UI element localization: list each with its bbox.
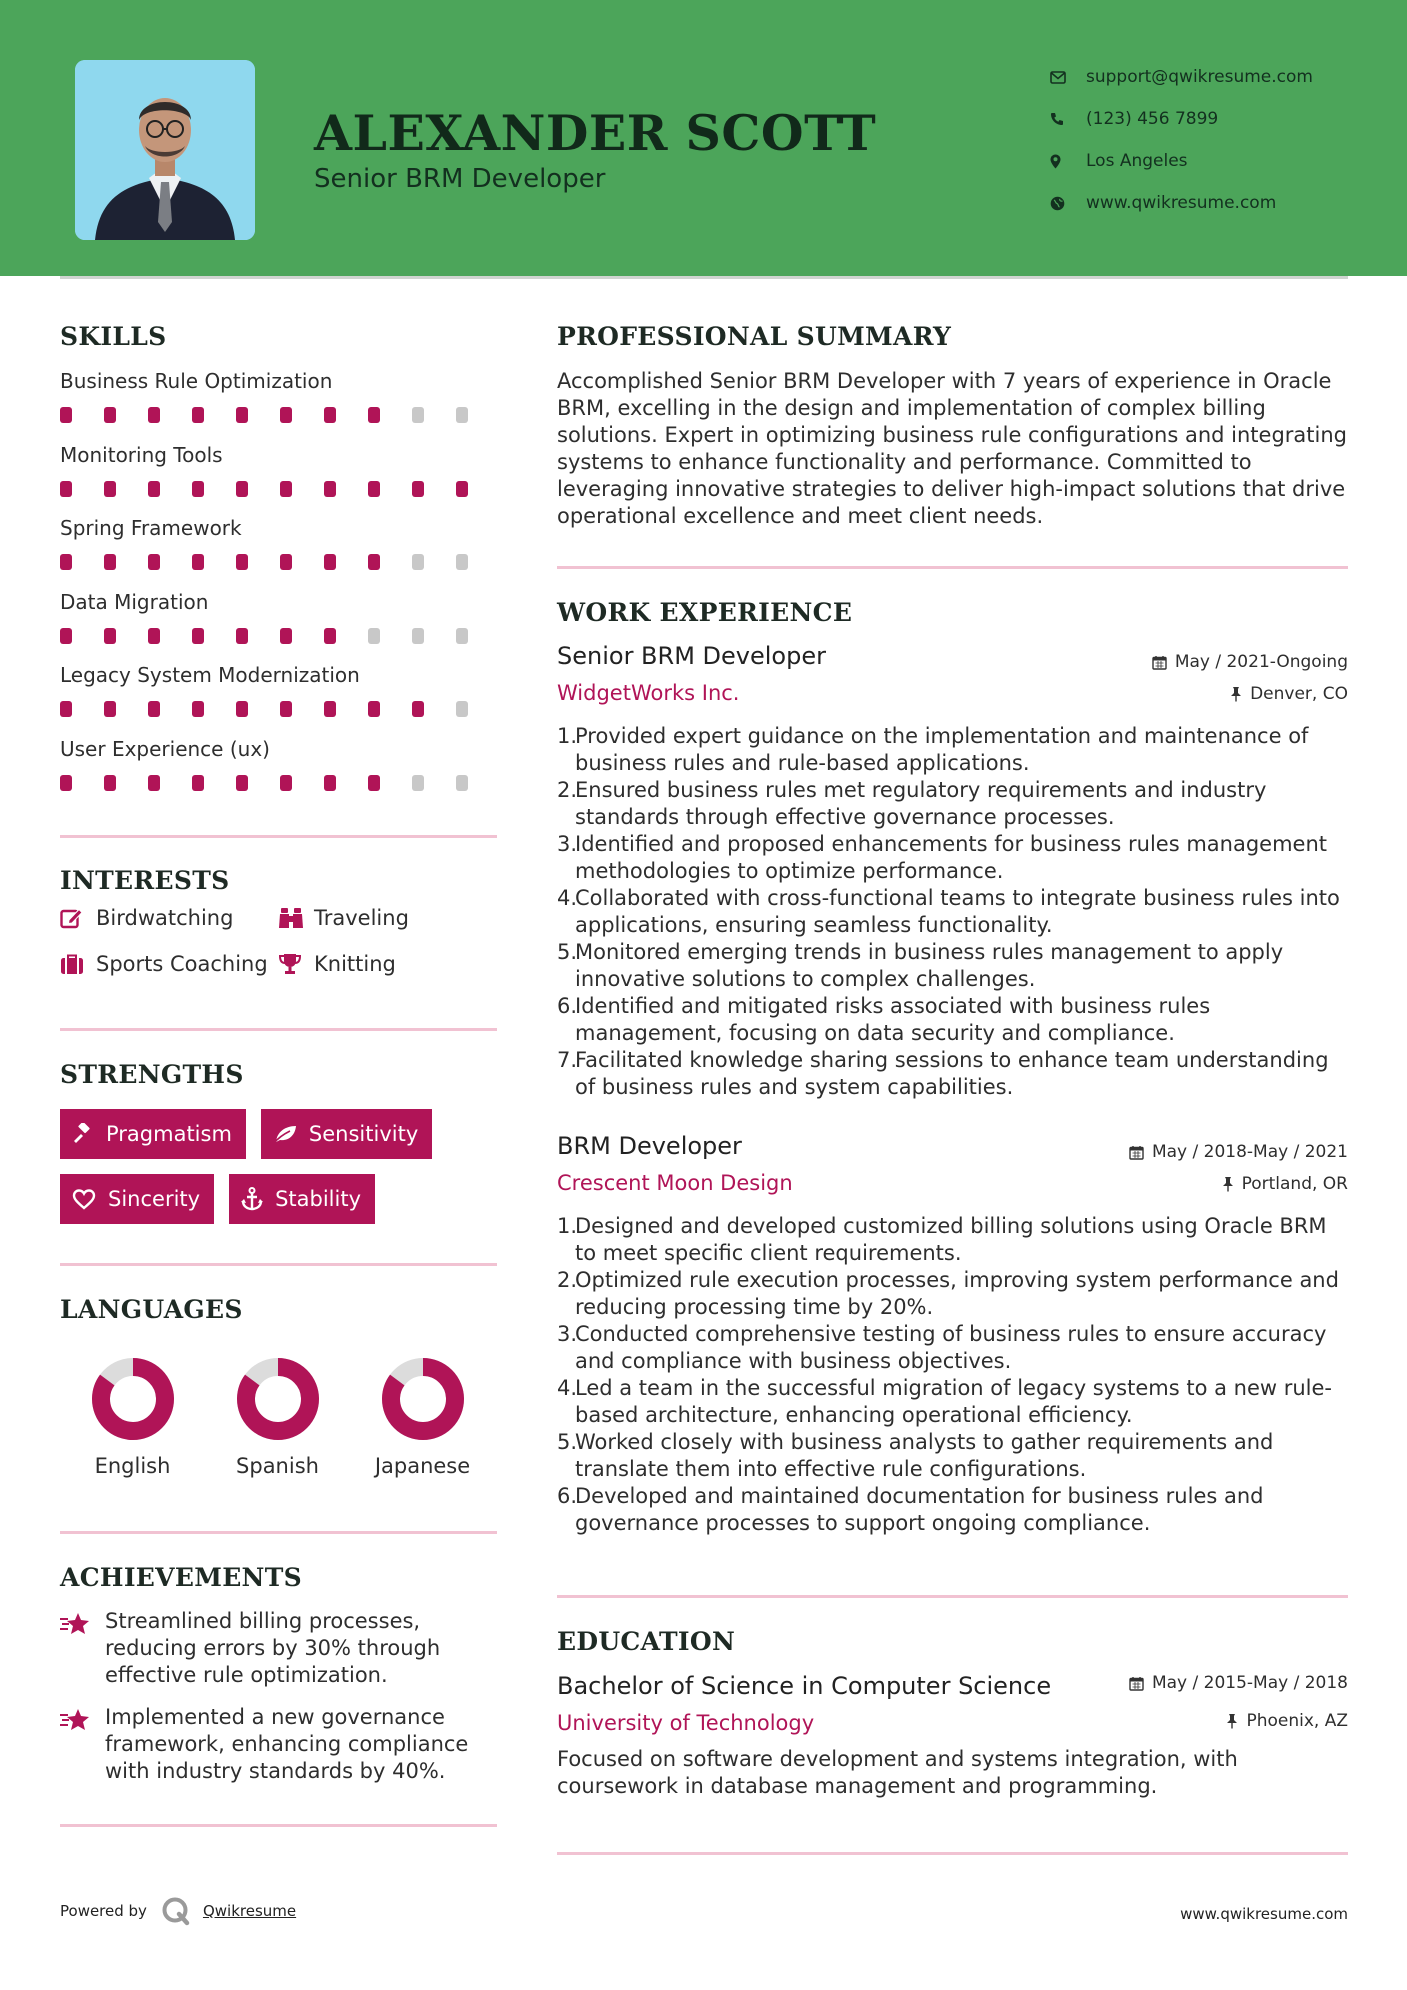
interest-label: Knitting: [314, 952, 396, 976]
skill-rating: [60, 407, 500, 423]
company-name: Crescent Moon Design: [557, 1171, 793, 1195]
candidate-title: Senior BRM Developer: [314, 164, 606, 194]
rating-dot-empty: [456, 775, 468, 791]
summary-text: Accomplished Senior BRM Developer with 7 years of experience in Oracle BRM, excelling in the design and implementation of complex billing solutions. Expert in optimizing business rule configurations and integrating systems to enhance functionality and performance. Committed to leveraging innovative strategies to deliver high-impact solutions that drive operational excellence and meet client needs.: [557, 369, 1347, 528]
interest-item: [60, 906, 278, 930]
strength-label: Pragmatism: [106, 1122, 232, 1146]
binoculars-icon: [278, 907, 314, 929]
rating-dot-filled: [368, 407, 380, 423]
achievements-heading: ACHIEVEMENTS: [60, 1563, 302, 1592]
rating-dot-filled: [280, 628, 292, 644]
candidate-name: ALEXANDER SCOTT: [314, 104, 877, 162]
rating-dot-filled: [280, 775, 292, 791]
rating-dot-filled: [192, 481, 204, 497]
phone-icon: [1050, 112, 1086, 126]
skill-rating: [60, 701, 500, 717]
skill-item: [60, 440, 500, 514]
languages-heading: LANGUAGES: [60, 1295, 243, 1324]
profile-photo: [75, 60, 255, 240]
section-divider: [60, 1531, 497, 1534]
rating-dot-filled: [456, 481, 468, 497]
bullet-text: Developed and maintained documentation for business rules and governance processes to support ongoing compliance.: [575, 1484, 1264, 1535]
rating-dot-empty: [456, 554, 468, 570]
rating-dot-filled: [368, 701, 380, 717]
rating-dot-filled: [192, 407, 204, 423]
languages-list: [60, 1356, 495, 1478]
skill-name: Business Rule Optimization: [60, 369, 333, 393]
rating-dot-filled: [192, 775, 204, 791]
achievement-item: [60, 1704, 500, 1785]
star-award-icon: [60, 1704, 105, 1785]
strength-label: Stability: [275, 1187, 362, 1211]
rating-dot-filled: [236, 481, 248, 497]
rating-dot-filled: [324, 701, 336, 717]
section-divider: [60, 835, 497, 838]
contact-location-text: Los Angeles: [1086, 151, 1188, 171]
list-item: 3. Identified and proposed enhancements for business rules management methodologies to optimize performance.: [557, 831, 1347, 885]
bullet-text: Optimized rule execution processes, improving system performance and reducing processing time by 20%.: [575, 1268, 1339, 1319]
rating-dot-filled: [192, 554, 204, 570]
rating-dot-empty: [456, 628, 468, 644]
resume-header: [0, 0, 1407, 276]
achievements-list: [60, 1608, 500, 1800]
rating-dot-filled: [324, 775, 336, 791]
rating-dot-filled: [104, 628, 116, 644]
rating-dot-filled: [236, 628, 248, 644]
language-item: [60, 1356, 205, 1478]
rating-dot-filled: [324, 628, 336, 644]
contact-list: [1050, 56, 1313, 224]
job-date-text: May / 2018-May / 2021: [1151, 1142, 1348, 1162]
bullet-text: Facilitated knowledge sharing sessions to enhance team understanding of business rules and system capabilities.: [575, 1048, 1329, 1099]
bullet-text: Identified and proposed enhancements for business rules management methodologies to optimize performance.: [575, 832, 1328, 883]
rating-dot-filled: [280, 481, 292, 497]
rating-dot-filled: [60, 554, 72, 570]
list-item: 4. Collaborated with cross-functional teams to integrate business rules into applications, ensuring seamless functionality.: [557, 885, 1347, 939]
envelope-icon: [1050, 71, 1086, 84]
experience-heading: WORK EXPERIENCE: [557, 598, 853, 627]
language-name: Spanish: [236, 1454, 319, 1478]
rating-dot-filled: [104, 554, 116, 570]
rating-dot-filled: [104, 481, 116, 497]
education-description: Focused on software development and systems integration, with coursework in database management and programming.: [557, 1747, 1238, 1798]
rating-dot-filled: [280, 554, 292, 570]
rating-dot-filled: [60, 701, 72, 717]
globe-icon: [1050, 196, 1086, 211]
section-divider: [557, 566, 1348, 569]
list-item: 4. Led a team in the successful migration of legacy systems to a new rule-based architecture, enhancing operational efficiency.: [557, 1375, 1347, 1429]
strengths-list: [60, 1109, 500, 1239]
list-item: 6. Developed and maintained documentation for business rules and governance processes to support ongoing compliance.: [557, 1483, 1347, 1537]
language-donut: [90, 1356, 176, 1442]
list-item: 1. Designed and developed customized billing solutions using Oracle BRM to meet specific client requirements.: [557, 1213, 1347, 1267]
language-donut: [380, 1356, 466, 1442]
contact-location: [1050, 140, 1313, 182]
skill-name: Data Migration: [60, 589, 209, 614]
contact-website[interactable]: [1050, 182, 1313, 224]
rating-dot-empty: [456, 701, 468, 717]
header-divider: [60, 276, 1348, 279]
rating-dot-filled: [368, 554, 380, 570]
achievement-text: Implemented a new governance framework, enhancing compliance with industry standards by 40%.: [105, 1705, 469, 1783]
bullet-text: Collaborated with cross-functional teams to integrate business rules into applications, ensuring seamless functionality.: [575, 886, 1340, 937]
company-name: WidgetWorks Inc.: [557, 681, 740, 705]
bullet-text: Designed and developed customized billing solutions using Oracle BRM to meet specific client requirements.: [575, 1214, 1327, 1265]
calendar-icon: [1152, 655, 1167, 670]
language-donut: [235, 1356, 321, 1442]
rating-dot-filled: [324, 481, 336, 497]
pencil-square-icon: [60, 907, 96, 929]
contact-phone-text: (123) 456 7899: [1086, 109, 1219, 129]
list-item: 3. Conducted comprehensive testing of business rules to ensure accuracy and compliance with business objectives.: [557, 1321, 1347, 1375]
rating-dot-filled: [368, 775, 380, 791]
star-award-icon: [60, 1608, 105, 1689]
achievement-text: Streamlined billing processes, reducing errors by 30% through effective rule optimization.: [105, 1609, 441, 1687]
interest-label: Traveling: [314, 906, 409, 930]
rating-dot-filled: [412, 701, 424, 717]
interest-label: Birdwatching: [96, 906, 234, 930]
job-date: [1152, 652, 1348, 672]
skill-item: [60, 366, 500, 440]
list-item: 2. Ensured business rules met regulatory requirements and industry standards through effective governance processes.: [557, 777, 1347, 831]
strength-tag: [60, 1109, 246, 1159]
bullet-text: Conducted comprehensive testing of business rules to ensure accuracy and compliance with business objectives.: [575, 1322, 1327, 1373]
skill-item: [60, 660, 500, 734]
rating-dot-filled: [148, 407, 160, 423]
strength-label: Sincerity: [108, 1187, 201, 1211]
strength-label: Sensitivity: [308, 1122, 419, 1146]
rating-dot-filled: [324, 407, 336, 423]
rating-dot-filled: [192, 628, 204, 644]
skill-item: [60, 513, 500, 587]
pushpin-icon: [1222, 1176, 1234, 1192]
school-name: University of Technology: [557, 1711, 815, 1735]
bullet-text: Worked closely with business analysts to gather requirements and translate them into effective rule configurations.: [575, 1430, 1274, 1481]
job-bullets: [557, 723, 1347, 1101]
qwikresume-link[interactable]: Qwikresume: [202, 1902, 297, 1920]
language-item: [350, 1356, 495, 1478]
job-date: [1129, 1142, 1348, 1162]
contact-email-text: support@qwikresume.com: [1086, 67, 1313, 87]
skills-heading: SKILLS: [60, 322, 167, 351]
briefcase-icon: [60, 954, 96, 975]
section-divider: [557, 1595, 1348, 1598]
contact-email[interactable]: [1050, 56, 1313, 98]
job-date-text: May / 2021-Ongoing: [1174, 652, 1348, 672]
heart-icon: [72, 1189, 96, 1210]
education-date-text: May / 2015-May / 2018: [1151, 1673, 1348, 1693]
education-date: [1129, 1673, 1348, 1693]
strength-tag: [261, 1109, 432, 1159]
strength-tag: [60, 1174, 214, 1224]
section-divider: [557, 1852, 1348, 1855]
footer-powered-by: [60, 1896, 296, 1926]
degree-title: Bachelor of Science in Computer Science: [557, 1672, 1052, 1700]
rating-dot-empty: [412, 554, 424, 570]
anchor-icon: [241, 1187, 263, 1211]
skill-item: [60, 587, 500, 661]
rating-dot-filled: [280, 407, 292, 423]
education-heading: EDUCATION: [557, 1627, 736, 1656]
rating-dot-empty: [412, 628, 424, 644]
list-item: 5. Monitored emerging trends in business rules management to apply innovative solutions to complex challenges.: [557, 939, 1347, 993]
rating-dot-filled: [60, 481, 72, 497]
skill-item: [60, 734, 500, 808]
job-bullets: [557, 1213, 1347, 1537]
education-location-text: Phoenix, AZ: [1246, 1711, 1348, 1731]
job-location-text: Portland, OR: [1241, 1174, 1348, 1194]
skill-rating: [60, 481, 500, 497]
achievement-item: [60, 1608, 500, 1689]
skill-name: Legacy System Modernization: [60, 663, 360, 687]
skill-name: Monitoring Tools: [60, 442, 223, 467]
contact-phone[interactable]: [1050, 98, 1313, 140]
list-item: 6. Identified and mitigated risks associated with business rules management, focusing on data security and compliance.: [557, 993, 1347, 1047]
rating-dot-filled: [148, 775, 160, 791]
job-title: Senior BRM Developer: [557, 642, 826, 670]
rating-dot-filled: [280, 701, 292, 717]
bullet-text: Identified and mitigated risks associated with business rules management, focusing on data security and compliance.: [575, 994, 1211, 1045]
leaf-icon: [273, 1124, 297, 1144]
rating-dot-filled: [148, 701, 160, 717]
section-divider: [60, 1263, 497, 1266]
rating-dot-empty: [368, 628, 380, 644]
skill-rating: [60, 775, 500, 791]
section-divider: [60, 1028, 497, 1031]
job-location-text: Denver, CO: [1250, 684, 1348, 704]
rating-dot-filled: [60, 628, 72, 644]
interest-label: Sports Coaching: [96, 952, 268, 976]
rating-dot-empty: [456, 407, 468, 423]
language-name: Japanese: [374, 1454, 471, 1478]
rating-dot-filled: [104, 701, 116, 717]
footer-website-link[interactable]: www.qwikresume.com: [1180, 1905, 1348, 1923]
rating-dot-filled: [60, 775, 72, 791]
list-item: 5. Worked closely with business analysts to gather requirements and translate them into effective rule configurations.: [557, 1429, 1347, 1483]
bullet-text: Ensured business rules met regulatory requirements and industry standards through effective governance processes.: [575, 778, 1267, 829]
list-item: 7. Facilitated knowledge sharing sessions to enhance team understanding of business rules and system capabilities.: [557, 1047, 1347, 1101]
skills-list: [60, 366, 500, 807]
rating-dot-filled: [324, 554, 336, 570]
strength-tag: [229, 1174, 375, 1224]
rating-dot-filled: [412, 481, 424, 497]
skill-name: Spring Framework: [60, 516, 242, 540]
language-name: English: [94, 1454, 171, 1478]
summary-heading: PROFESSIONAL SUMMARY: [557, 322, 952, 351]
strengths-heading: STRENGTHS: [60, 1060, 244, 1089]
rating-dot-filled: [104, 407, 116, 423]
rating-dot-filled: [236, 775, 248, 791]
rating-dot-filled: [236, 554, 248, 570]
rating-dot-filled: [236, 701, 248, 717]
rating-dot-filled: [104, 775, 116, 791]
education-location: [1226, 1711, 1348, 1731]
rating-dot-empty: [412, 775, 424, 791]
bullet-text: Led a team in the successful migration of legacy systems to a new rule-based architecture, enhancing operational efficiency.: [575, 1376, 1333, 1427]
job-title: BRM Developer: [557, 1132, 742, 1160]
powered-by-text: Powered by: [60, 1902, 147, 1920]
list-item: 2. Optimized rule execution processes, improving system performance and reducing processing time by 20%.: [557, 1267, 1347, 1321]
rating-dot-empty: [412, 407, 424, 423]
interests-list: [60, 906, 500, 976]
rating-dot-filled: [148, 554, 160, 570]
interests-heading: INTERESTS: [60, 866, 230, 895]
skill-rating: [60, 554, 500, 570]
interest-item: [60, 952, 278, 976]
bullet-text: Monitored emerging trends in business rules management to apply innovative solutions to complex challenges.: [575, 940, 1284, 991]
qwikresume-logo-icon: [161, 1896, 191, 1926]
rating-dot-filled: [148, 481, 160, 497]
bullet-text: Provided expert guidance on the implementation and maintenance of business rules and rule-based applications.: [575, 724, 1309, 775]
list-item: 1. Provided expert guidance on the implementation and maintenance of business rules and rule-based applications.: [557, 723, 1347, 777]
calendar-icon: [1129, 1145, 1144, 1160]
rating-dot-filled: [368, 481, 380, 497]
trophy-icon: [278, 953, 314, 975]
pushpin-icon: [1230, 686, 1242, 702]
interest-item: [278, 906, 498, 930]
map-pin-icon: [1050, 154, 1086, 169]
language-item: [205, 1356, 350, 1478]
section-divider: [60, 1824, 497, 1827]
contact-website-text: www.qwikresume.com: [1086, 193, 1277, 213]
skill-rating: [60, 628, 500, 644]
rating-dot-filled: [148, 628, 160, 644]
interest-item: [278, 952, 498, 976]
pushpin-icon: [1226, 1713, 1238, 1729]
job-location: [1230, 684, 1348, 704]
job-location: [1222, 1174, 1348, 1194]
rating-dot-filled: [192, 701, 204, 717]
calendar-icon: [1129, 1676, 1144, 1691]
skill-name: User Experience (ux): [60, 736, 270, 761]
rating-dot-filled: [236, 407, 248, 423]
rating-dot-filled: [60, 407, 72, 423]
gavel-icon: [72, 1123, 94, 1145]
